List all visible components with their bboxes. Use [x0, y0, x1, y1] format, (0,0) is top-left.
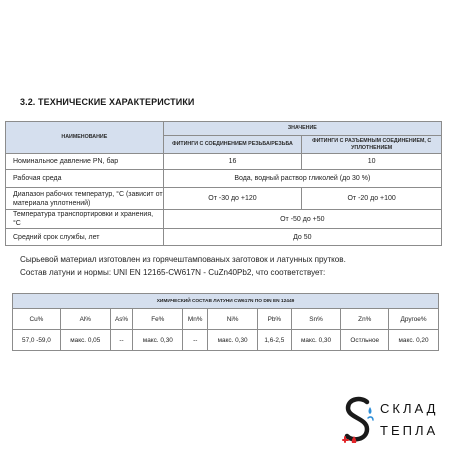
chem-value-cell: макс. 0,30 — [133, 330, 183, 351]
chem-value-cell: макс. 0,05 — [60, 330, 110, 351]
chem-value-row — [13, 330, 439, 351]
chem-value-cell: -- — [183, 330, 208, 351]
chem-header-cell: Mn% — [183, 309, 208, 330]
spec-header-value: ЗНАЧЕНИЕ — [163, 122, 441, 136]
table-row — [6, 154, 442, 170]
chem-value-cell: 1,6-2,5 — [258, 330, 292, 351]
spec-row-value: 16 — [163, 154, 302, 170]
spec-row-label: Диапазон рабочих температур, °С (зависит от материала уплотнений) — [6, 188, 164, 210]
paragraph-line: Состав латуни и нормы: UNI EN 12165-CW617N - CuZn40Pb2, что соответствует: — [20, 268, 326, 277]
table-row — [6, 170, 442, 188]
table-row — [6, 229, 442, 246]
chem-header-cell: Pb% — [258, 309, 292, 330]
chem-value-cell: -- — [110, 330, 133, 351]
chem-header-cell: Zn% — [341, 309, 389, 330]
spec-row-label: Температура транспортировки и хранения, °С — [6, 210, 164, 229]
chem-value-cell: макс. 0,30 — [291, 330, 341, 351]
paragraph-line: Сырьевой материал изготовлен из горячештампованых заготовок и латунных прутков. — [20, 255, 346, 264]
chem-value-cell: макс. 0,20 — [389, 330, 439, 351]
chem-header-cell: Cu% — [13, 309, 61, 330]
spec-header-sub1: ФИТИНГИ С СОЕДИНЕНИЕМ РЕЗЬБА/РЕЗЬБА — [163, 136, 302, 154]
chem-value-cell: Остльное — [341, 330, 389, 351]
table-row — [6, 188, 442, 210]
chem-header-row — [13, 309, 439, 330]
spec-header-name: НАИМЕНОВАНИЕ — [6, 122, 164, 154]
spec-row-label: Средний срок службы, лет — [6, 229, 164, 246]
chem-table-title: ХИМИЧЕСКИЙ СОСТАВ ЛАТУНИ CW617N ПО DIN EN 12449 — [13, 294, 439, 309]
chem-header-cell: Al% — [60, 309, 110, 330]
table-row — [6, 210, 442, 229]
spec-row-label: Номинальное давление PN, бар — [6, 154, 164, 170]
spec-row-value: Вода, водный раствор гликолей (до 30 %) — [163, 170, 441, 188]
chem-value-cell: макс. 0,30 — [208, 330, 258, 351]
spec-row-value: От -30 до +120 — [163, 188, 302, 210]
spec-row-value: От -20 до +100 — [302, 188, 442, 210]
chem-table — [12, 293, 439, 351]
logo-text-line2: ТЕПЛА — [380, 423, 439, 438]
section-title: 3.2. ТЕХНИЧЕСКИЕ ХАРАКТЕРИСТИКИ — [20, 97, 195, 107]
chem-value-cell: 57,0 -59,0 — [13, 330, 61, 351]
chem-header-cell: As% — [110, 309, 133, 330]
spec-row-label: Рабочая среда — [6, 170, 164, 188]
spec-table — [5, 121, 442, 246]
spec-row-value: До 50 — [163, 229, 441, 246]
spec-header-sub2: ФИТИНГИ С РАЗЪЕМНЫМ СОЕДИНЕНИЕМ, С УПЛОТНЕНИЕМ — [302, 136, 442, 154]
logo-mark-icon — [340, 393, 380, 450]
brand-logo — [340, 393, 450, 450]
chem-header-cell: Sn% — [291, 309, 341, 330]
spec-row-value: 10 — [302, 154, 442, 170]
chem-header-cell: Fe% — [133, 309, 183, 330]
chem-header-cell: Ni% — [208, 309, 258, 330]
chem-header-cell: Другое% — [389, 309, 439, 330]
spec-row-value: От -50 до +50 — [163, 210, 441, 229]
logo-text-line1: СКЛАД — [380, 401, 439, 416]
